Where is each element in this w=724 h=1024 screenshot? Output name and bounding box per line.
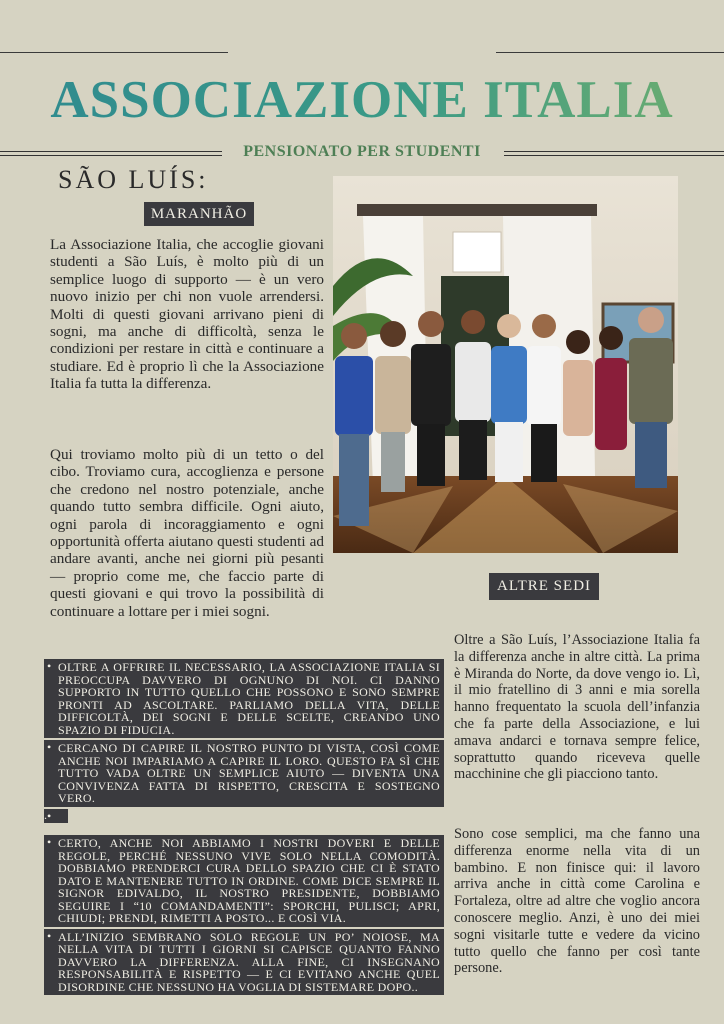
intro-paragraph: La Associazione Italia, che accoglie giovani studenti a São Luís, è molto più di un semplice luogo di supporto — è un vero nuovo inizio per chi non vuole arrendersi. Molti di questi giovani arrivano pieni di sogni, ma anche di difficoltà, senza le condizioni per restare in città e continuare a studiare. Ed è proprio lì che la Associazione Italia fa tutta la differenza. bbox=[50, 236, 324, 393]
page-subtitle: PENSIONATO PER STUDENTI bbox=[243, 143, 481, 160]
page-title: ASSOCIAZIONE ITALIA bbox=[0, 70, 724, 130]
list-item: • OLTRE A OFFRIRE IL NECESSARIO, LA ASSOCIAZIONE ITALIA SI PREOCCUPA DAVVERO DI OGNUNO DI NOI. CI DANNO SUPPORTO IN TUTTO QUELLO CHE POSSONO E SONO SEMPRE PRONTI AD ASCOLTARE. PARLIAMO DELLA VITA, DELLE DIFFICOLTÀ, DEI SOGNI E DELLE SCELTE, CREANDO UNO SPAZIO DI FIDUCIA. bbox=[44, 659, 444, 738]
top-rule-right bbox=[496, 52, 724, 53]
subtitle-rule-right bbox=[504, 151, 724, 156]
list-item: • CERCANO DI CAPIRE IL NOSTRO PUNTO DI VISTA, COSÌ COME ANCHE NOI IMPARIAMO A CAPIRE IL LORO. QUESTO FA SÌ CHE TUTTO VADA OLTRE UN SEMPLICE AIUTO — DIVENTA UNA CONVIVENZA FATTA DI RISPETTO, CRESCITA E SOSTEGNO VERO. bbox=[44, 740, 444, 807]
altre-sedi-paragraph-1: Oltre a São Luís, l’Associazione Italia fa la differenza anche in altre città. La prima è Miranda do Norte, da dove vengo io. Lì, il mio fratellino di 3 anni e mia sorella hanno frequentato la scuola dell’infanzia che fa parte della Associazione, e lui amava andarci e tornava sempre felice, soprattutto quando riceveva quelle macchinine che gli piacciono tanto. bbox=[454, 632, 700, 783]
top-rule-left bbox=[0, 52, 228, 53]
altre-sedi-tag: ALTRE SEDI bbox=[489, 573, 599, 600]
group-photo bbox=[333, 176, 678, 553]
list-item: • ALL’INIZIO SEMBRANO SOLO REGOLE UN PO’ NOIOSE, MA NELLA VITA DI TUTTI I GIORNI SI CAPISCE QUANTO FANNO DAVVERO LA DIFFERENZA. ALLA FINE, CI INSEGNANO RESPONSABILITÀ E RISPETTO — E CI EVITANO ANCHE QUEL DISORDINE CHE NESSUNO HA VOGLIA DI SISTEMARE DOPO.. bbox=[44, 929, 444, 996]
city-heading: SÃO LUÍS: bbox=[58, 165, 209, 194]
list-item: • . bbox=[44, 809, 68, 823]
state-tag: MARANHÃO bbox=[144, 202, 254, 226]
bullet-list-bottom bbox=[44, 835, 444, 997]
second-paragraph: Qui troviamo molto più di un tetto o del cibo. Troviamo cura, accoglienza e persone che credono nel nostro potenziale, anche quando tutto sembra difficile. Ogni aiuto, ogni parola di incoraggiamento e ogni opportunità offerta aiutano questi studenti ad andare avanti, anche nei giorni più pesanti — proprio come me, che faccio parte di questi giovani e qui trovo la possibilità di continuare a lottare per i miei sogni. bbox=[50, 446, 324, 620]
subtitle-rule-left bbox=[0, 151, 222, 156]
bullet-list-top bbox=[44, 659, 444, 825]
list-item: • CERTO, ANCHE NOI ABBIAMO I NOSTRI DOVERI E DELLE REGOLE, PERCHÉ NESSUNO VIVE SOLO NELLA COMODITÀ. DOBBIAMO PRENDERCI CURA DELLO SPAZIO CHE CI È STATO DATO E MANTENERE TUTTO IN ORDINE. COME DICE SEMPRE IL SIGNOR EDIVALDO, IL NOSTRO PRESIDENTE, DOBBIAMO SEGUIRE I “10 COMANDAMENTI”: SPORCHI, PULISCI; APRI, CHIUDI; PRENDI, RIMETTI A POSTO... E COSÌ VIA. bbox=[44, 835, 444, 927]
altre-sedi-paragraph-2: Sono cose semplici, ma che fanno una differenza enorme nella vita di un bambino. E non finisce qui: il lavoro arriva anche in città come Carolina e Fortaleza, oltre ad altre che voglio ancora conoscere meglio. Anzi, è uno dei miei sogni visitarle tutte e vedere da vicino tutto quello che fanno per così tante persone. bbox=[454, 826, 700, 977]
